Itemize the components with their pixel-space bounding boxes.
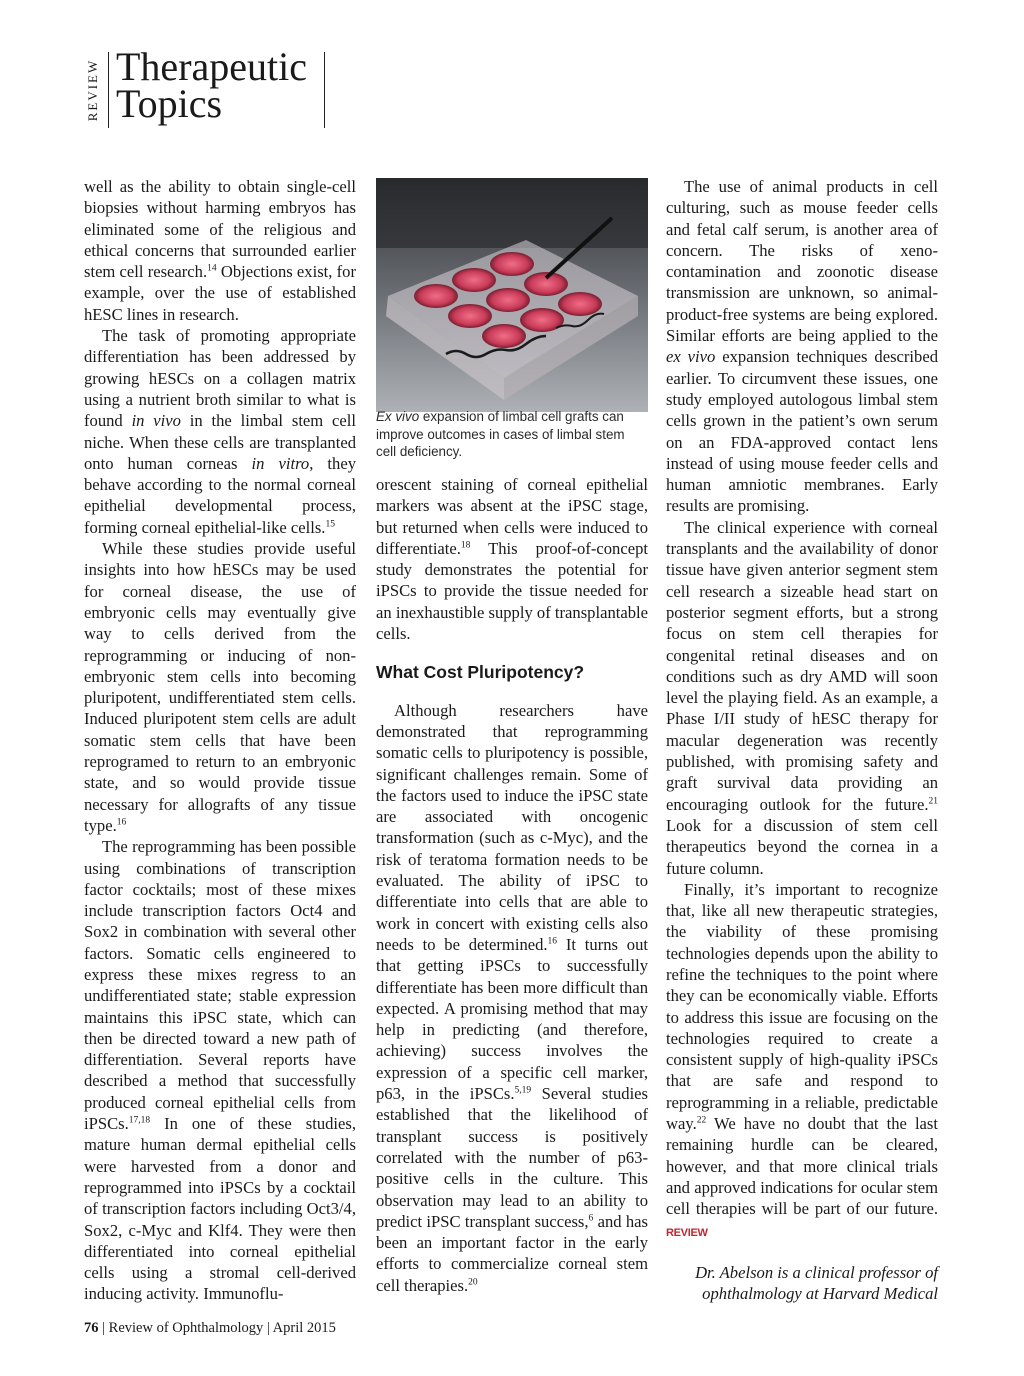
paragraph: orescent staining of corneal epithelial markers was absent at the iPSC stage, but returned when cells were induced to differentiate.$^{18}$ This proof-of-concept study demonstrates the potential for iPSCs to provide the tissue needed for an inexhaustible supply of transplantable cells. [376,475,648,644]
figure-photo-cell-culture-plate [376,178,648,412]
paragraph: well as the ability to obtain single-cell biopsies without harming embryos has eliminated some of the religious and ethical concerns that surrounded earlier stem cell research.$^{14}$ Objections exist, for example, over the use of established hESC lines in research. [84,177,356,324]
figure-caption: Ex vivo expansion of limbal cell grafts can improve outcomes in cases of limbal stem cell deficiency. [376,409,625,459]
page-number: 76 [84,1320,99,1336]
author-bio: Dr. Abelson is a clinical professor of ophthalmology at Harvard Medical [695,1262,938,1304]
title-line-2: Topics [116,81,223,126]
paragraph: The clinical experience with corneal transplants and the availability of donor tissue have given anterior segment stem cell research a sizeable head start on posterior segment efforts, but a strong focus on stem cell therapies for congenital retinal diseases and on conditions such as dry AMD will soon level the playing field. As an example, a Phase I/II study of hESC therapy for macular degeneration was recently published, with promising safety and graft survival data providing an encouraging outlook for the future.$^{21}$ Look for a discussion of stem cell therapeutics beyond the cornea in a future column. [666,517,938,878]
title-line-1: Therapeutic [116,44,307,89]
paragraph: The use of animal products in cell culturing, such as mouse feeder cells and fetal calf serum, is another area of concern. The risks of xeno-contamination and zoonotic disease transmission are unknown, so animal-product-free systems are being explored. Similar efforts are being applied to the ex vivo expansion techniques described earlier. To circumvent these issues, one study employed autologous limbal stem cells grown in the patient’s own serum on an FDA-approved contact lens instead of using mouse feeder cells and human amniotic membranes. Early results are promising. [666,177,938,516]
paragraph: The task of promoting appropriate differentiation has been addressed by growing hESCs on a collagen matrix using a nutrient broth similar to what is found in vivo in the limbal stem cell niche. When these cells are transplanted onto human corneas in vitro, they behave according to the normal corneal epithelial developmental process, forming corneal epithelial-like cells.$^{15}$ [84,326,356,537]
section-tag: REVIEW [85,58,100,122]
column-1 [84,176,356,1305]
issue-date: April 2015 [272,1320,336,1336]
paragraph: While these studies provide useful insights into how hESCs may be used for corneal disease, the use of embryonic cells may eventually give way to cells derived from the reprogramming or inducing of non-embryonic stem cells into becoming pluripotent, undifferentiated stem cells. Induced pluripotent stem cells are adult somatic stem cells that have been reprogramed to return to an embryonic state, and so would provide tissue necessary for allografts of any tissue type.$^{16}$ [84,539,356,835]
publication-name: Review of Ophthalmology [108,1320,264,1336]
page-title [116,44,307,126]
header-divider-left [108,52,109,128]
section-heading: What Cost Pluripotency? [376,662,585,683]
paragraph: Finally, it’s important to recognize that, like all new therapeutic strategies, the viability of these promising technologies depends upon the ability to refine the techniques to the point where they can be economically viable. Efforts to address this issue are focusing on the technologies required to create a consistent supply of high-quality iPSCs that are safe and respond to reprogramming in a reliable, predictable way.$^{22}$ We have no doubt that the last remaining hurdle can be cleared, however, and that more clinical trials and approved indications for ocular stem cell therapies will be part of our future. REVIEW [666,879,938,1239]
paragraph: The reprogramming has been possible using combinations of transcription factor cocktails; most of these mixes include transcription factors Oct4 and Sox2 in combination with several other factors. Somatic cells engineered to express these mixes regress to an undifferentiated state; stable expression maintains this iPSC state, which can then be directed toward a new path of differentiation. Several reports have described a method that successfully produced corneal epithelial cells from iPSCs.$^{17,18}$ In one of these studies, mature human dermal epithelial cells were harvested from a donor and reprogrammed into iPSCs by a cocktail of transcription factors including Oct3/4, Sox2, c-Myc and Klf4. They were then differentiated into corneal epithelial cells using a stromal cell-derived inducing activity. Immunoflu- [84,837,356,1304]
paragraph: Although researchers have demonstrated that reprogramming somatic cells to pluripotency is possible, significant challenges remain. Some of the factors used to induce the iPSC state are associated with oncogenic transformation (such as c-Myc), and the risk of teratoma formation needs to be evaluated. The ability of iPSC to differentiate into cells that are able to work in concert with existing cells also needs to be determined.$^{16}$ It turns out that getting iPSCs to successfully differentiate has been more difficult than expected. A promising method that may help in predicting (and therefore, achieving) success involves the expression of a specific cell marker, p63, in the iPSCs.$^{5,19}$ Several studies established that the likelihood of transplant success is positively correlated with the number of p63-positive cells in the culture. This observation may lead to an ability to predict iPSC transplant success,$^6$ and has been an important factor in the early efforts to commercialize corneal stem cell therapies.$^{20}$ [376,700,648,1295]
header-divider-right [324,52,325,128]
end-mark: REVIEW [666,1226,708,1239]
column-3 [666,176,938,1304]
page-footer: 76 | Review of Ophthalmology | April 2015 [84,1320,336,1336]
